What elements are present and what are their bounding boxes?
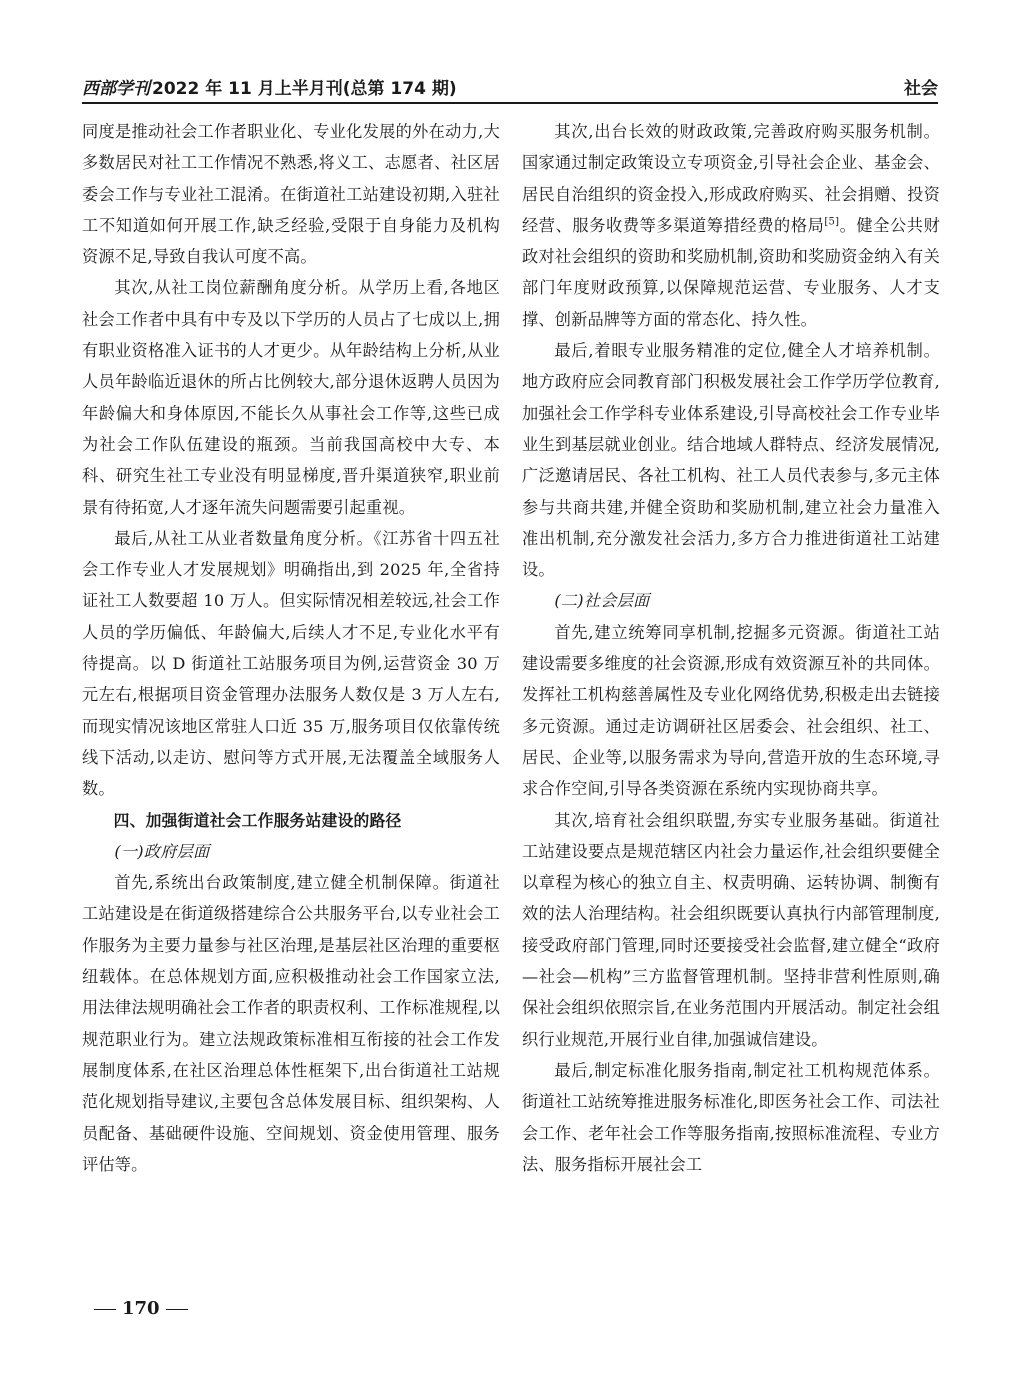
paragraph: 首先,系统出台政策制度,建立健全机制保障。街道社工站建设是在街道级搭建综合公共服务平台,以专业社会工作服务为主要力量参与社区治理,是基层社区治理的重要枢纽载体。在总体规划方面,应积极推动社会工作国家立法,用法律法规明确社会工作者的职责权利、工作标准规程,以规范职业行为。建立法规政策标准相互衔接的社会工作发展制度体系,在社区治理总体性框架下,出台街道社工站规范化规划指导建议,主要包含总体发展目标、组织架构、人员配备、基础硬件设施、空间规划、资金使用管理、服务评估等。 [82,873,500,1174]
page-footer [88,1298,194,1319]
paragraph-text: 其次,出台长效的财政政策,完善政府购买服务机制。国家通过制定政策设立专项资金,引导社会企业、基金会、居民自治组织的资金投入,形成政府购买、社会捐赠、投资经营、服务收费等多渠道筹措经费的格局 [522,122,940,235]
paragraph: 其次,从社工岗位薪酬角度分析。从学历上看,各地区社会工作者中具有中专及以下学历的人员占了七成以上,拥有职业资格准入证书的人才更少。从年龄结构上分析,从业人员年龄临近退休的所占比例较大,部分退休返聘人员因为年龄偏大和身体原因,不能长久从事社会工作等,这些已成为社会工作队伍建设的瓶颈。当前我国高校中大专、本科、研究生社工专业没有明显梯度,晋升渠道狭窄,职业前景有待拓宽,人才逐年流失问题需要引起重视。 [82,278,500,517]
header-journal-issue [82,74,457,99]
paragraph: 最后,着眼专业服务精准的定位,健全人才培养机制。地方政府应会同教育部门积极发展社会工作学历学位教育,加强社会工作学科专业体系建设,引导高校社会工作专业毕业生到基层就业创业。结合地域人群特点、经济发展情况,广泛邀请居民、各社工机构、社工人员代表参与,多元主体参与共商共建,并健全资助和奖励机制,建立社会力量准入准出机制,充分激发社会活力,多方合力推进街道社工站建设。 [522,341,940,580]
page-number: 170 [122,1298,160,1319]
right-column [522,116,940,1180]
paragraph: 首先,建立统筹同享机制,挖掘多元资源。街道社工站建设需要多维度的社会资源,形成有效资源互补的共同体。发挥社工机构慈善属性及专业化网络优势,积极走出去链接多元资源。通过走访调研社区居委会、社会组织、社工、居民、企业等,以服务需求为导向,营造开放的生态环境,寻求合作空间,引导各类资源在系统内实现协商共享。 [522,622,940,799]
paragraph: 最后,从社工从业者数量角度分析。《江苏省十四五社会工作专业人才发展规划》明确指出,到 2025 年,全省持证社工人数要超 10 万人。但实际情况相差较远,社会工作人员的学历偏低、年龄偏大,后续人才不足,专业化水平有待提高。以 D 街道社工站服务项目为例,运营资金 30 万元左右,根据项目资金管理办法服务人数仅是 3 万人左右,而现实情况该地区常驻人口近 35 万,服务项目仅依靠传统线下活动,以走访、慰问等方式开展,无法覆盖全域服务人数。 [82,528,500,799]
journal-logo: 西部学刊 [82,79,150,99]
left-column [82,116,500,1180]
paragraph [522,116,940,335]
dash-right [166,1309,188,1310]
section-label: 社会 [904,79,938,99]
running-header [82,70,938,104]
subsection-heading: (一)政府层面 [114,841,210,861]
issue-label: 2022 年 11 月上半月刊(总第 174 期) [152,79,457,99]
paragraph: 最后,制定标准化服务指南,制定社工机构规范体系。街道社工站统筹推进服务标准化,即医务社会工作、司法社会工作、老年社会工作等服务指南,按照标准流程、专业方法、服务指标开展社会工 [522,1060,940,1174]
subsection-heading: (二)社会层面 [554,591,650,611]
section-heading: 四、加强街道社会工作服务站建设的路径 [113,810,402,830]
citation-ref: [5] [824,216,840,228]
dash-left [94,1309,116,1310]
paragraph: 其次,培育社会组织联盟,夯实专业服务基础。街道社工站建设要点是规范辖区内社会力量运作,社会组织要健全以章程为核心的独立自主、权责明确、运转协调、制衡有效的法人治理结构。社会组织既要认真执行内部管理制度,接受政府部门管理,同时还要接受社会监督,建立健全“政府—社会—机构”三方监督管理机制。坚持非营利性原则,确保社会组织依照宗旨,在业务范围内开展活动。制定社会组织行业规范,开展行业自律,加强诚信建设。 [522,810,940,1049]
paragraph: 同度是推动社会工作者职业化、专业化发展的外在动力,大多数居民对社工工作情况不熟悉,将义工、志愿者、社区居委会工作与专业社工混淆。在街道社工站建设初期,入驻社工不知道如何开展工作,缺乏经验,受限于自身能力及机构资源不足,导致自我认可度不高。 [82,122,500,267]
paragraph-text: 。健全公共财政对社会组织的资助和奖励机制,资助和奖励资金纳入有关部门年度财政预算,以保障规范运营、专业服务、人才支撑、创新品牌等方面的常态化、持久性。 [522,215,940,329]
